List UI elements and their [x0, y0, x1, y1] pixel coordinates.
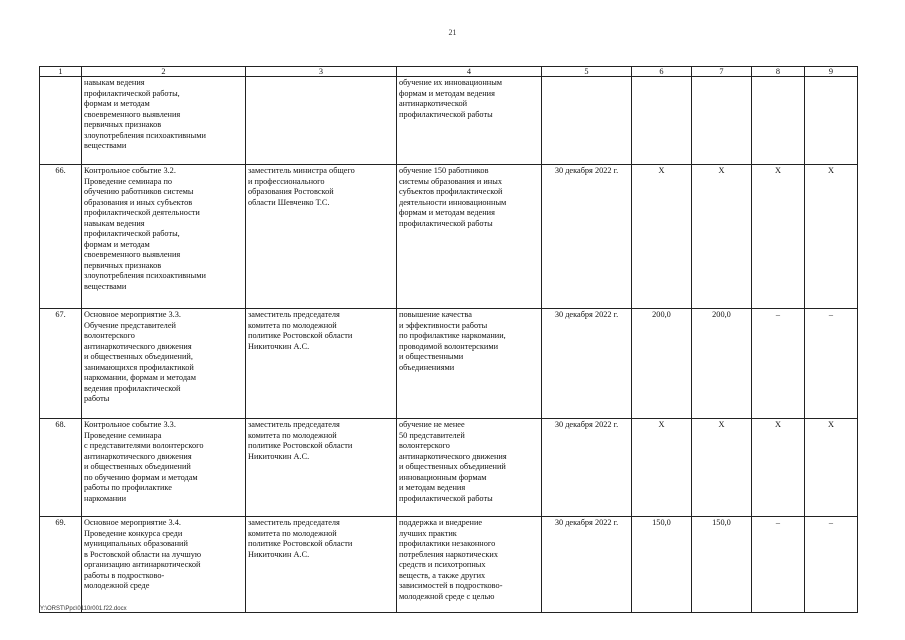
value-cell-9: – [805, 517, 858, 613]
cell-text-line: веществами [84, 281, 127, 291]
responsible-person-cell [246, 309, 397, 419]
cell-text-line: инновационным формам [399, 472, 487, 482]
column-header: 2 [82, 67, 246, 77]
table-row [40, 77, 858, 165]
cell-text-line: профилактической работы [399, 218, 493, 228]
responsible-person-cell [246, 517, 397, 613]
deadline-cell: 30 декабря 2022 г. [542, 419, 632, 517]
value-cell-9: Х [805, 165, 858, 309]
column-header: 7 [692, 67, 752, 77]
cell-text-line: работы по профилактике [84, 483, 172, 492]
responsible-person-cell [246, 419, 397, 517]
cell-text-line: субъектов профилактической [399, 187, 503, 196]
cell-text-line: наркомании [84, 493, 127, 503]
column-header: 1 [40, 67, 82, 77]
expected-result-cell [397, 309, 542, 419]
deadline-cell: 30 декабря 2022 г. [542, 309, 632, 419]
cell-text-line: злоупотребления психоактивными [84, 271, 206, 280]
cell-text-line: молодежной среде [84, 581, 150, 590]
value-cell-9 [805, 77, 858, 165]
value-cell-7: Х [692, 419, 752, 517]
deadline-cell [542, 77, 632, 165]
cell-text-line: комитета по молодежной [248, 528, 337, 538]
cell-text-line: обучение их инновационным [399, 78, 503, 87]
responsible-person-cell [246, 165, 397, 309]
cell-text-line: повышение качества [399, 310, 472, 319]
cell-text-line: волонтерского [84, 331, 135, 340]
column-header: 4 [397, 67, 542, 77]
cell-text-line: Никиточкин А.С. [248, 549, 310, 559]
cell-text-line: системы образования и иных [399, 176, 502, 186]
table-row [40, 419, 858, 517]
value-cell-7: Х [692, 165, 752, 309]
cell-text-line: политике Ростовской области [248, 331, 353, 340]
cell-text-line: профилактической работы [399, 493, 493, 503]
cell-text-line: навыкам ведения [84, 78, 145, 87]
expected-result-cell [397, 517, 542, 613]
program-activities-table [39, 66, 858, 613]
value-cell-9: Х [805, 419, 858, 517]
column-header: 3 [246, 67, 397, 77]
activity-name-cell [82, 77, 246, 165]
cell-text-line: формам и методам ведения [399, 208, 495, 217]
cell-text-line: по профилактике наркомании, [399, 331, 506, 340]
cell-text-line: муниципальных образований [84, 539, 188, 548]
cell-text-line: обучение не менее [399, 420, 465, 429]
cell-text-line: политике Ростовской области [248, 441, 353, 450]
cell-text-line: ведения профилактической [84, 383, 181, 393]
cell-text-line: молодежной среде с целью [399, 591, 495, 601]
cell-text-line: заместитель председателя [248, 310, 340, 319]
cell-text-line: навыкам ведения [84, 218, 145, 228]
row-number-cell: 69. [40, 517, 82, 613]
cell-text-line: своевременного выявления [84, 109, 181, 119]
cell-text-line: Основное мероприятие 3.4. [84, 518, 181, 527]
cell-text-line: профилактической деятельности [84, 208, 200, 217]
cell-text-line: с представителями волонтерского [84, 441, 204, 450]
value-cell-7 [692, 77, 752, 165]
value-cell-8: Х [752, 419, 805, 517]
value-cell-6: Х [632, 419, 692, 517]
cell-text-line: профилактики незаконного [399, 539, 496, 548]
cell-text-line: Проведение семинара по [84, 176, 173, 186]
cell-text-line: лучших практик [399, 528, 457, 538]
cell-text-line: формам и методам [84, 99, 150, 108]
column-header: 8 [752, 67, 805, 77]
cell-text-line: волонтерского [399, 441, 450, 450]
cell-text-line: формам и методам ведения [399, 88, 495, 98]
cell-text-line: по обучению формам и методам [84, 472, 198, 482]
cell-text-line: профилактической работы [399, 109, 493, 119]
cell-text-line: и эффективности работы [399, 320, 488, 330]
cell-text-line: и профессионального [248, 176, 325, 186]
cell-text-line: профилактической работы, [84, 229, 180, 238]
deadline-cell: 30 декабря 2022 г. [542, 165, 632, 309]
expected-result-cell [397, 419, 542, 517]
column-header: 9 [805, 67, 858, 77]
cell-text-line: проводимой волонтерскими [399, 341, 499, 351]
value-cell-8 [752, 77, 805, 165]
cell-text-line: деятельности инновационным [399, 197, 507, 207]
row-number-cell: 68. [40, 419, 82, 517]
cell-text-line: Обучение представителей [84, 320, 176, 330]
cell-text-line: поддержка и внедрение [399, 518, 483, 527]
value-cell-6 [632, 77, 692, 165]
value-cell-8: – [752, 309, 805, 419]
cell-text-line: Проведение конкурса среди [84, 528, 183, 538]
cell-text-line: заместитель председателя [248, 518, 340, 527]
cell-text-line: своевременного выявления [84, 250, 181, 259]
cell-text-line: первичных признаков [84, 120, 162, 129]
cell-text-line: комитета по молодежной [248, 430, 337, 440]
activity-name-cell [82, 419, 246, 517]
cell-text-line: работы в подростково- [84, 570, 165, 580]
value-cell-8: – [752, 517, 805, 613]
value-cell-7: 200,0 [692, 309, 752, 419]
cell-text-line: веществ, а также других [399, 570, 486, 580]
value-cell-7: 150,0 [692, 517, 752, 613]
cell-text-line: и общественных объединений, [84, 352, 193, 361]
value-cell-9: – [805, 309, 858, 419]
cell-text-line: профилактической работы, [84, 88, 180, 98]
cell-text-line: и общественными [399, 352, 464, 361]
cell-text-line: организацию антинаркотической [84, 560, 201, 569]
cell-text-line: и методам ведения [399, 483, 466, 492]
document-file-path: Y:\ORST\Ppc\0110r001.f22.docx [40, 606, 127, 612]
cell-text-line: и общественных объединений [84, 462, 191, 471]
cell-text-line: обучение 150 работников [399, 166, 489, 175]
cell-text-line: объединениями [399, 362, 455, 372]
cell-text-line: веществами [84, 141, 127, 150]
cell-text-line: Проведение семинара [84, 430, 162, 440]
value-cell-6: Х [632, 165, 692, 309]
column-header: 5 [542, 67, 632, 77]
value-cell-6: 200,0 [632, 309, 692, 419]
expected-result-cell [397, 77, 542, 165]
cell-text-line: наркомании, формам и методам [84, 373, 196, 382]
value-cell-6: 150,0 [632, 517, 692, 613]
expected-result-cell [397, 165, 542, 309]
cell-text-line: Никиточкин А.С. [248, 451, 310, 461]
row-number-cell [40, 77, 82, 165]
cell-text-line: области Шевченко Т.С. [248, 197, 330, 207]
column-number-header-row [40, 67, 858, 77]
cell-text-line: формам и методам [84, 239, 150, 249]
cell-text-line: злоупотребления психоактивными [84, 130, 206, 140]
cell-text-line: антинаркотической [399, 99, 468, 108]
cell-text-line: зависимостей в подростково- [399, 581, 503, 590]
activity-name-cell [82, 309, 246, 419]
responsible-person-cell [246, 77, 397, 165]
activity-name-cell [82, 165, 246, 309]
page-number: 21 [448, 28, 457, 37]
cell-text-line: работы [84, 394, 110, 403]
cell-text-line: образования и иных субъектов [84, 197, 193, 207]
cell-text-line: заместитель министра общего [248, 166, 355, 175]
cell-text-line: Основное мероприятие 3.3. [84, 310, 181, 319]
cell-text-line: Никиточкин А.С. [248, 341, 310, 351]
row-number-cell: 66. [40, 165, 82, 309]
cell-text-line: средств и психотропных [399, 560, 486, 569]
cell-text-line: первичных признаков [84, 260, 162, 270]
cell-text-line: антинаркотического движения [84, 341, 192, 351]
table-row [40, 517, 858, 613]
cell-text-line: обучению работников системы [84, 187, 194, 196]
cell-text-line: в Ростовской области на лучшую [84, 549, 202, 559]
cell-text-line: занимающихся профилактикой [84, 362, 194, 372]
cell-text-line: политике Ростовской области [248, 539, 353, 548]
row-number-cell: 67. [40, 309, 82, 419]
cell-text-line: Контрольное событие 3.2. [84, 166, 176, 175]
cell-text-line: и общественных объединений [399, 462, 506, 471]
value-cell-8: Х [752, 165, 805, 309]
cell-text-line: заместитель председателя [248, 420, 340, 429]
cell-text-line: образования Ростовской [248, 187, 334, 196]
cell-text-line: комитета по молодежной [248, 320, 337, 330]
table-row [40, 309, 858, 419]
table-row [40, 165, 858, 309]
cell-text-line: потребления наркотических [399, 549, 498, 559]
cell-text-line: антинаркотического движения [399, 451, 507, 461]
column-header: 6 [632, 67, 692, 77]
cell-text-line: Контрольное событие 3.3. [84, 420, 176, 429]
activity-name-cell [82, 517, 246, 613]
cell-text-line: антинаркотического движения [84, 451, 192, 461]
cell-text-line: 50 представителей [399, 430, 465, 440]
deadline-cell: 30 декабря 2022 г. [542, 517, 632, 613]
